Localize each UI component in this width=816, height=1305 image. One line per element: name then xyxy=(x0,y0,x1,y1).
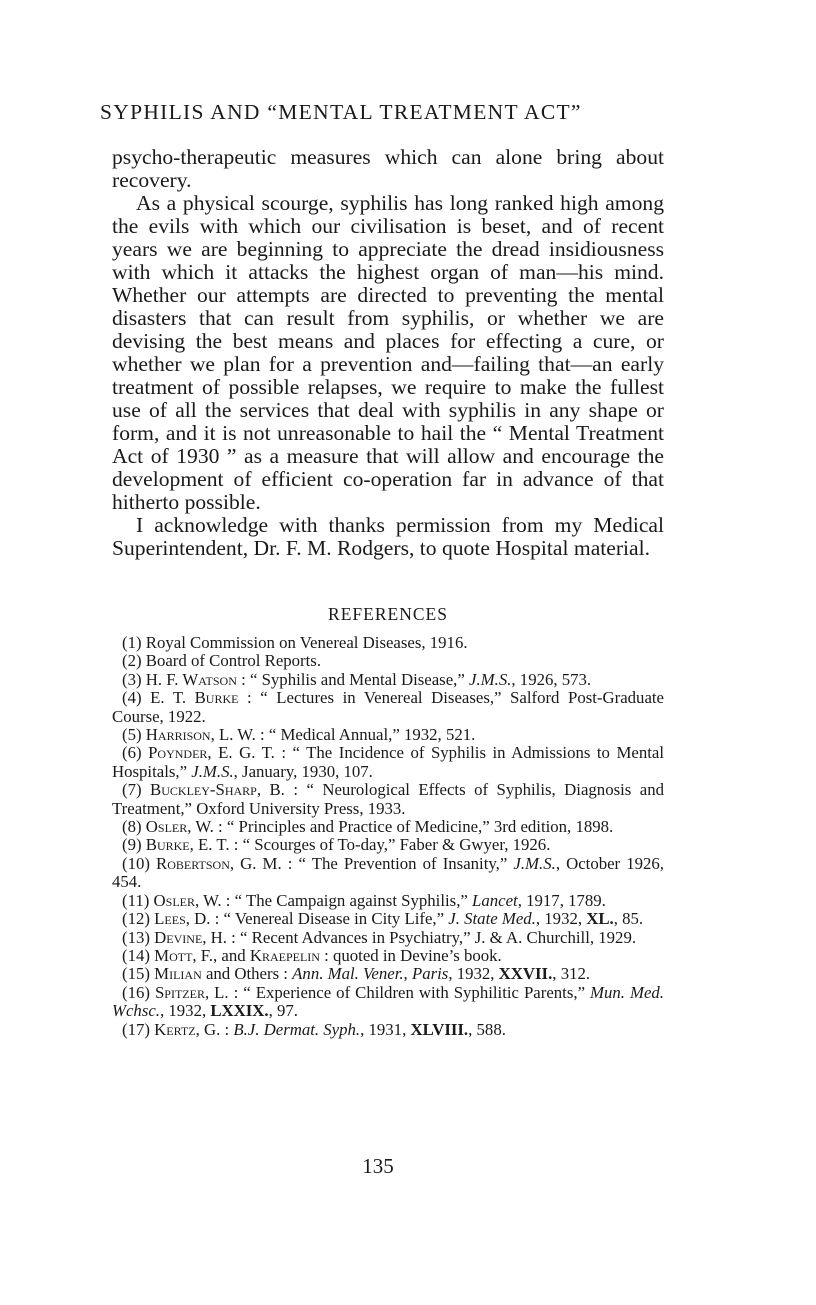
paragraph: psycho-therapeutic measures which can alone bring about recovery. xyxy=(112,145,664,192)
reference-number: (12) xyxy=(122,909,150,929)
reference-title: : “ The Campaign against Syphilis,” xyxy=(221,890,473,910)
reference-author: Harrison, L. W. xyxy=(145,725,256,745)
reference-item xyxy=(112,984,664,1021)
reference-item xyxy=(112,910,664,928)
reference-citation: , October 1926, 454. xyxy=(112,853,664,892)
reference-journal: Ann. Mal. Vener., Paris xyxy=(292,964,449,984)
reference-item xyxy=(112,947,664,965)
reference-number: (3) xyxy=(122,669,142,689)
reference-title: : “ Lectures in Venereal Diseases,” Salford Post-Graduate Course, 1922. xyxy=(112,688,665,726)
reference-text: Board of Control Reports. xyxy=(141,651,322,671)
reference-item xyxy=(112,855,664,892)
reference-number: (14) xyxy=(122,945,150,965)
reference-title: : “ Syphilis and Mental Disease,” xyxy=(236,669,469,689)
reference-number: (4) xyxy=(122,688,142,708)
reference-pages: , 97. xyxy=(268,1001,298,1021)
reference-author: Kraepelin xyxy=(249,945,320,965)
reference-number: (7) xyxy=(122,780,142,800)
reference-number: (10) xyxy=(122,853,150,873)
reference-item xyxy=(112,965,664,983)
reference-number: (6) xyxy=(122,743,142,763)
reference-author: Robertson, G. M. xyxy=(156,853,282,873)
reference-item xyxy=(112,634,664,652)
reference-item xyxy=(112,892,664,910)
reference-author: Buckley-Sharp, B. xyxy=(150,780,285,800)
paragraph: I acknowledge with thanks permission from my Medical Superintendent, Dr. F. M. Rodgers, to quote Hospital material. xyxy=(112,513,664,560)
reference-item xyxy=(112,781,664,818)
running-head: SYPHILIS AND “MENTAL TREATMENT ACT” xyxy=(100,100,582,124)
reference-volume: XXVII. xyxy=(498,964,553,984)
reference-number: (8) xyxy=(122,817,142,837)
reference-journal: Mun. Med. Wchsc. xyxy=(112,982,664,1021)
reference-citation: , 1932, xyxy=(448,964,499,984)
reference-journal: J.M.S. xyxy=(469,669,512,689)
reference-item xyxy=(112,744,664,781)
reference-journal: J.M.S. xyxy=(513,853,556,873)
reference-item xyxy=(112,1021,664,1039)
reference-author: Spitzer, L. xyxy=(154,982,229,1002)
reference-title: , and xyxy=(213,945,250,965)
reference-number: (16) xyxy=(122,982,150,1002)
reference-citation: , 1931, xyxy=(360,1019,411,1039)
reference-author: E. T. Burke xyxy=(150,688,239,708)
reference-journal: J. State Med. xyxy=(448,909,536,929)
reference-author: Poynder, E. G. T. xyxy=(148,743,275,763)
reference-journal: B.J. Dermat. Syph. xyxy=(233,1019,361,1039)
reference-author: Milian xyxy=(154,964,202,984)
reference-title: : “ Scourges of To-day,” Faber & Gwyer, 1926. xyxy=(229,835,551,855)
reference-title: : xyxy=(220,1019,234,1039)
reference-author: Osler, W. xyxy=(145,817,214,837)
reference-citation: , January, 1930, 107. xyxy=(233,761,373,781)
reference-author: Devine, H. xyxy=(154,927,227,947)
reference-pages: , 588. xyxy=(468,1019,506,1039)
reference-author: Kertz, G. xyxy=(154,1019,221,1039)
reference-title: : “ The Incidence of Syphilis in Admissions to Mental Hospitals,” xyxy=(112,743,664,781)
reference-title: : “ Medical Annual,” 1932, 521. xyxy=(255,725,476,745)
reference-citation: , 1926, 573. xyxy=(511,669,592,689)
reference-title: : “ Principles and Practice of Medicine,” 3rd edition, 1898. xyxy=(213,817,614,837)
reference-item xyxy=(112,836,664,854)
reference-title: : “ Neurological Effects of Syphilis, Diagnosis and Treatment,” Oxford University Press, 1933. xyxy=(112,780,664,818)
reference-volume: XLVIII. xyxy=(410,1019,469,1039)
reference-journal: J.M.S. xyxy=(191,761,234,781)
reference-author: H. F. Watson xyxy=(145,669,237,689)
reference-title: : “ Venereal Disease in City Life,” xyxy=(210,909,449,929)
reference-number: (15) xyxy=(122,964,150,984)
article-body xyxy=(112,146,664,560)
page-number: 135 xyxy=(362,1154,394,1178)
reference-list xyxy=(112,634,664,1039)
reference-number: (5) xyxy=(122,725,142,745)
reference-pages: , 85. xyxy=(613,909,644,929)
reference-item xyxy=(112,929,664,947)
reference-number: (11) xyxy=(122,890,150,910)
reference-journal: Lancet xyxy=(472,890,518,910)
reference-citation: : quoted in Devine’s book. xyxy=(319,945,502,965)
reference-title: : “ Recent Advances in Psychiatry,” J. & A. Churchill, 1929. xyxy=(226,927,637,947)
reference-number: (2) xyxy=(122,651,142,671)
reference-pages: , 312. xyxy=(552,964,591,984)
reference-item xyxy=(112,818,664,836)
reference-citation: , 1917, 1789. xyxy=(517,890,606,910)
reference-item xyxy=(112,671,664,689)
reference-volume: XL. xyxy=(586,909,614,929)
reference-title: and Others : xyxy=(201,964,293,984)
reference-number: (17) xyxy=(122,1019,150,1039)
reference-item xyxy=(112,652,664,670)
reference-item xyxy=(112,726,664,744)
reference-number: (13) xyxy=(122,927,150,947)
reference-text: Royal Commission on Venereal Diseases, 1916. xyxy=(141,633,468,652)
reference-citation: , 1932, xyxy=(160,1001,211,1021)
reference-volume: LXXIX. xyxy=(210,1001,269,1021)
reference-number: (1) xyxy=(122,633,142,652)
reference-item xyxy=(112,689,664,726)
reference-title: : “ Experience of Children with Syphilitic Parents,” xyxy=(228,982,591,1002)
reference-number: (9) xyxy=(122,835,142,855)
reference-author: Lees, D. xyxy=(154,909,211,929)
references-heading: REFERENCES xyxy=(328,604,448,624)
reference-author: Mott, F. xyxy=(154,945,213,965)
reference-author: Osler, W. xyxy=(153,890,222,910)
paragraph: As a physical scourge, syphilis has long ranked high among the evils with which our civilisation is beset, and of recent years we are beginning to appreciate the dread insidiousness with which it attacks the highest organ of man—his mind. Whether our attempts are directed to preventing the mental disasters that can result from syphilis, or whether we are devising the best means and places for effecting a cure, or whether we plan for a prevention and—failing that—an early treatment of possible relapses, we require to make the fullest use of all the services that deal with syphilis in any shape or form, and it is not unreasonable to hail the “ Mental Treatment Act of 1930 ” as a measure that will allow and encourage the development of efficient co-operation far in advance of that hitherto possible. xyxy=(112,191,664,514)
reference-author: Burke, E. T. xyxy=(145,835,230,855)
reference-citation: , 1932, xyxy=(535,909,587,929)
reference-title: : “ The Prevention of Insanity,” xyxy=(281,853,514,873)
